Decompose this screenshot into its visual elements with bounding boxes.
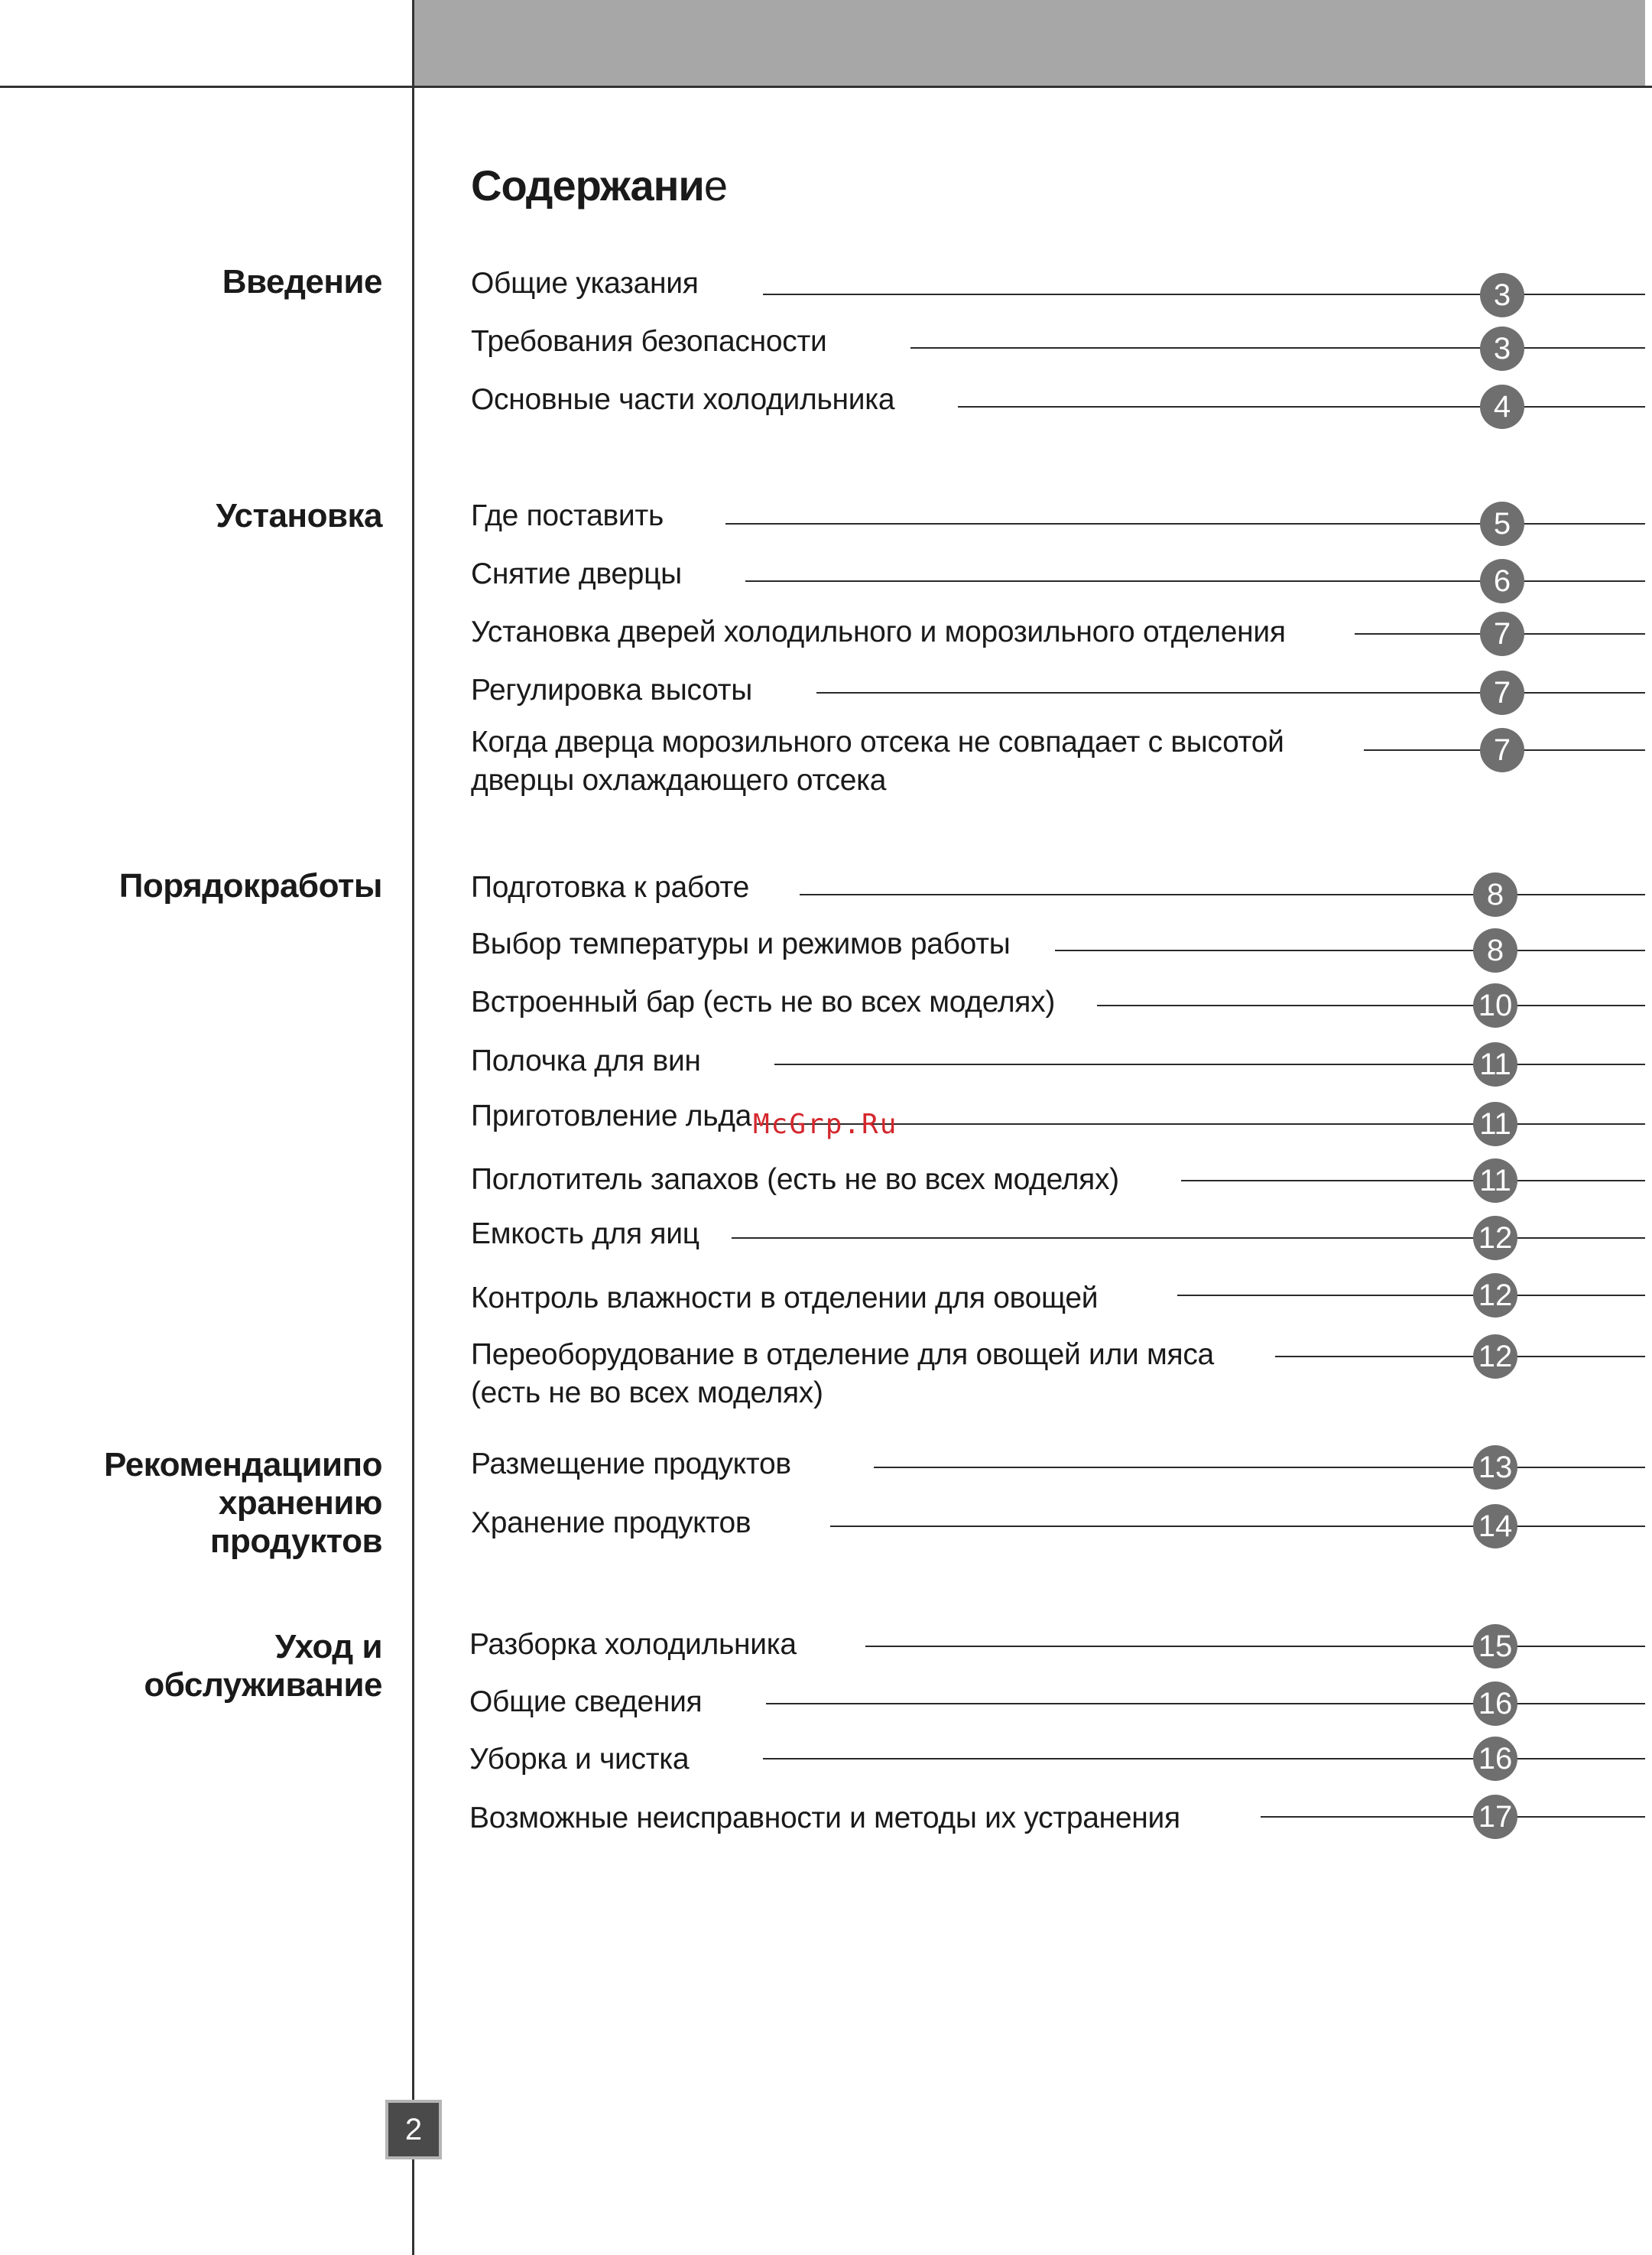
page-number-badge: 8 <box>1473 928 1517 973</box>
page-number-badge: 8 <box>1473 872 1517 917</box>
section-install: Установка <box>216 497 382 535</box>
watermark: McGrp.Ru <box>753 1109 898 1140</box>
toc-entry-text[interactable]: Емкость для яиц <box>471 1217 699 1250</box>
toc-leader <box>958 406 1645 408</box>
toc-entry-text[interactable]: Встроенный бар (есть не во всех моделях) <box>471 986 1056 1019</box>
toc-leader <box>830 1526 1645 1527</box>
page-number: 2 <box>385 2100 442 2159</box>
page-number-badge: 7 <box>1480 671 1524 715</box>
page-number-badge: 6 <box>1480 559 1524 603</box>
page-number-badge: 7 <box>1480 728 1524 772</box>
section-intro: Введение <box>222 263 382 301</box>
toc-entry-text[interactable]: Когда дверца морозильного отсека не совпадает с высотой дверцы охлаждающего отсека <box>471 726 1284 797</box>
page-number-badge: 11 <box>1473 1102 1517 1146</box>
section-care: Уход и обслуживание <box>144 1628 382 1704</box>
toc-leader <box>1055 950 1645 951</box>
toc-entry-text[interactable]: Выбор температуры и режимов работы <box>471 928 1011 960</box>
page-number-badge: 16 <box>1473 1737 1517 1781</box>
page-number-badge: 10 <box>1473 983 1517 1028</box>
toc-leader <box>1177 1295 1645 1296</box>
page-number-badge: 15 <box>1473 1624 1517 1669</box>
toc-entry-text[interactable]: Приготовление льда <box>471 1100 752 1132</box>
toc-entry-text[interactable]: Требования безопасности <box>471 325 827 358</box>
toc-entry-text[interactable]: Снятие дверцы <box>471 557 682 590</box>
margin-divider <box>412 0 414 2255</box>
page-number-badge: 4 <box>1480 385 1524 429</box>
page-number-badge: 14 <box>1473 1504 1517 1548</box>
section-storage: Рекомендациипо хранению продуктов <box>103 1446 382 1560</box>
toc-entry-text[interactable]: Возможные неисправности и методы их устранения <box>469 1802 1180 1834</box>
section-operation: Порядокработы <box>118 867 382 905</box>
toc-entry-text[interactable]: Основные части холодильника <box>471 383 895 416</box>
toc-entry-text[interactable]: Где поставить <box>471 499 664 532</box>
toc-entry-text[interactable]: Подготовка к работе <box>471 871 749 904</box>
page-number-badge: 5 <box>1480 502 1524 546</box>
toc-entry-text[interactable]: Переоборудование в отделение для овощей или мяса (есть не во всех моделях) <box>471 1338 1214 1409</box>
toc-leader <box>1097 1005 1645 1006</box>
page-number-badge: 11 <box>1473 1042 1517 1087</box>
page-number-badge: 12 <box>1473 1216 1517 1260</box>
toc-entry-text[interactable]: Общие сведения <box>469 1685 703 1718</box>
toc-leader <box>865 1646 1645 1647</box>
toc-entry-text[interactable]: Контроль влажности в отделении для овощей <box>471 1282 1099 1314</box>
toc-leader <box>1275 1356 1645 1357</box>
toc-entry-text[interactable]: Регулировка высоты <box>471 674 752 707</box>
toc-entry-text[interactable]: Хранение продуктов <box>471 1506 751 1539</box>
toc-entry-text[interactable]: Установка дверей холодильного и морозильного отделения <box>471 616 1286 648</box>
toc-leader <box>1181 1180 1645 1181</box>
page-number-badge: 3 <box>1480 327 1524 371</box>
page-number-badge: 12 <box>1473 1273 1517 1318</box>
page-number-badge: 7 <box>1480 612 1524 656</box>
toc-entry-text[interactable]: Поглотитель запахов (есть не во всех моделях) <box>471 1163 1119 1196</box>
page-number-badge: 16 <box>1473 1682 1517 1726</box>
toc-leader <box>910 347 1645 349</box>
toc-entry-text[interactable]: Разборка холодильника <box>469 1628 797 1661</box>
header-rule <box>0 86 1652 88</box>
toc-entry-text[interactable]: Полочка для вин <box>471 1045 701 1077</box>
page-number-badge: 3 <box>1480 273 1524 317</box>
toc-entry-text[interactable]: Уборка и чистка <box>469 1743 690 1776</box>
toc-leader <box>874 1467 1645 1468</box>
page-number-badge: 17 <box>1473 1795 1517 1839</box>
header-band <box>414 0 1645 86</box>
toc-leader <box>1261 1816 1645 1818</box>
page-number-badge: 12 <box>1473 1334 1517 1379</box>
toc-leader <box>800 894 1645 895</box>
page-number-badge: 13 <box>1473 1445 1517 1490</box>
page-title: Содержание <box>471 161 728 210</box>
page-number-badge: 11 <box>1473 1158 1517 1203</box>
toc-entry-text[interactable]: Размещение продуктов <box>471 1448 791 1480</box>
toc-entry-text[interactable]: Общие указания <box>471 267 699 300</box>
